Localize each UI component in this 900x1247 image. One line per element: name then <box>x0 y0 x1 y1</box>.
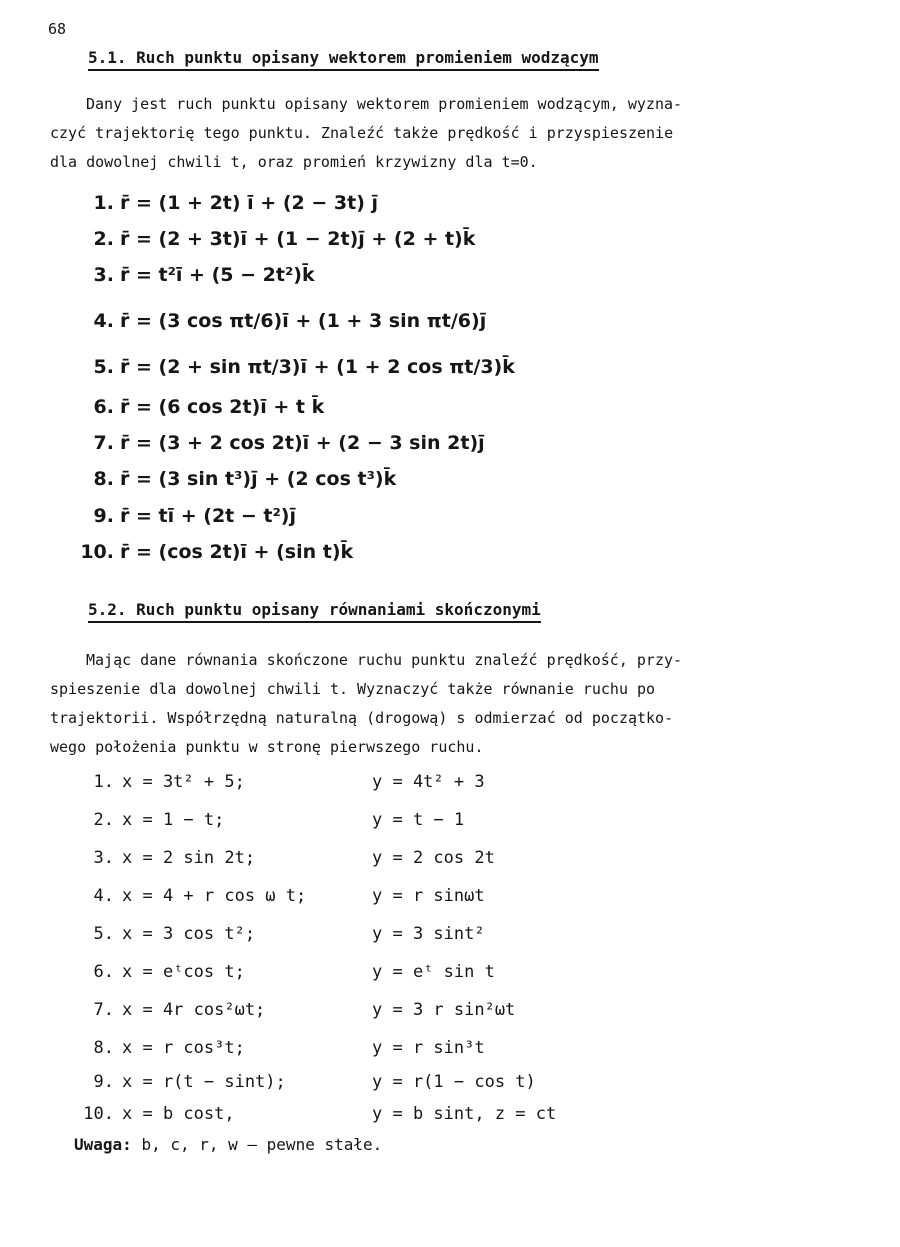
paragraph-line: Dany jest ruch punktu opisany wektorem promieniem wodzącym, wyzna- <box>86 95 683 113</box>
item-number: 7. <box>93 432 114 454</box>
formula: r̄ = (cos 2t)ī + (sin t)k̄ <box>120 541 354 563</box>
y-equation: y = r sin³t <box>372 1038 485 1058</box>
equation-pair-4 <box>70 886 485 906</box>
y-equation: y = 4t² + 3 <box>372 772 485 792</box>
item-number: 7. <box>93 1000 114 1020</box>
formula: r̄ = tī + (2t − t²)j̄ <box>120 505 297 527</box>
vector-formula-5 <box>74 356 515 378</box>
equation-pair-9 <box>70 1072 536 1092</box>
item-number: 1. <box>93 772 114 792</box>
vector-formula-3 <box>74 264 315 286</box>
vector-formula-7 <box>74 432 485 454</box>
paragraph-line: dla dowolnej chwili t, oraz promień krzywizny dla t=0. <box>50 153 538 171</box>
y-equation: y = t − 1 <box>372 810 465 830</box>
y-equation: y = 3 sint² <box>372 924 485 944</box>
x-equation: x = 4 + r cos ω t; <box>122 886 307 906</box>
item-number: 6. <box>93 396 114 418</box>
item-number: 5. <box>93 924 114 944</box>
formula: r̄ = (2 + 3t)ī + (1 − 2t)j̄ + (2 + t)k̄ <box>120 228 476 250</box>
vector-formula-2 <box>74 228 475 250</box>
x-equation: x = 4r cos²ωt; <box>122 1000 266 1020</box>
vector-formula-8 <box>74 468 396 490</box>
note <box>74 1135 382 1154</box>
equation-pair-8 <box>70 1038 485 1058</box>
item-number: 8. <box>93 468 114 490</box>
x-equation: x = 3 cos t²; <box>122 924 256 944</box>
y-equation: y = eᵗ sin t <box>372 962 495 982</box>
item-number: 5. <box>93 356 114 378</box>
item-number: 9. <box>93 505 114 527</box>
item-number: 1. <box>93 192 114 214</box>
formula: r̄ = (6 cos 2t)ī + t k̄ <box>120 396 325 418</box>
item-number: 9. <box>93 1072 114 1092</box>
equation-pair-6 <box>70 962 495 982</box>
equation-pair-7 <box>70 1000 516 1020</box>
formula: r̄ = t²ī + (5 − 2t²)k̄ <box>120 264 315 286</box>
section-5-1-paragraph <box>50 90 850 177</box>
y-equation: y = 2 cos 2t <box>372 848 495 868</box>
page-number: 68 <box>48 20 67 38</box>
equation-pair-1 <box>70 772 485 792</box>
equation-pair-2 <box>70 810 465 830</box>
section-5-1-title: 5.1. Ruch punktu opisany wektorem promieniem wodzącym <box>88 48 599 71</box>
y-equation: y = b sint, z = ct <box>372 1104 557 1124</box>
vector-formula-9 <box>74 505 296 527</box>
item-number: 2. <box>93 810 114 830</box>
x-equation: x = 2 sin 2t; <box>122 848 256 868</box>
item-number: 3. <box>93 848 114 868</box>
formula: r̄ = (2 + sin πt/3)ī + (1 + 2 cos πt/3)k̄ <box>120 356 515 378</box>
section-5-2-title: 5.2. Ruch punktu opisany równaniami skończonymi <box>88 600 541 623</box>
section-5-2-paragraph <box>50 646 850 762</box>
x-equation: x = b cost, <box>122 1104 235 1124</box>
item-number: 3. <box>93 264 114 286</box>
y-equation: y = 3 r sin²ωt <box>372 1000 516 1020</box>
item-number: 10. <box>80 541 114 563</box>
formula: r̄ = (3 sin t³)j̄ + (2 cos t³)k̄ <box>120 468 397 490</box>
paragraph-line: wego położenia punktu w stronę pierwszego ruchu. <box>50 738 484 756</box>
equation-pair-3 <box>70 848 495 868</box>
vector-formula-1 <box>74 192 378 214</box>
item-number: 6. <box>93 962 114 982</box>
formula: r̄ = (1 + 2t) ī + (2 − 3t) j̄ <box>120 192 379 214</box>
x-equation: x = 1 − t; <box>122 810 225 830</box>
item-number: 4. <box>93 310 114 332</box>
item-number: 8. <box>93 1038 114 1058</box>
equation-pair-10 <box>70 1104 557 1124</box>
formula: r̄ = (3 cos πt/6)ī + (1 + 3 sin πt/6)j̄ <box>120 310 487 332</box>
note-text: b, c, r, w – pewne stałe. <box>141 1135 383 1154</box>
y-equation: y = r sinωt <box>372 886 485 906</box>
x-equation: x = eᵗcos t; <box>122 962 245 982</box>
vector-formula-6 <box>74 396 324 418</box>
x-equation: x = r(t − sint); <box>122 1072 286 1092</box>
formula: r̄ = (3 + 2 cos 2t)ī + (2 − 3 sin 2t)j̄ <box>120 432 485 454</box>
equation-pair-5 <box>70 924 485 944</box>
item-number: 10. <box>83 1104 114 1124</box>
item-number: 4. <box>93 886 114 906</box>
paragraph-line: trajektorii. Współrzędną naturalną (drogową) s odmierzać od początko- <box>50 709 674 727</box>
paragraph-line: czyć trajektorię tego punktu. Znaleźć także prędkość i przyspieszenie <box>50 124 674 142</box>
x-equation: x = 3t² + 5; <box>122 772 245 792</box>
x-equation: x = r cos³t; <box>122 1038 245 1058</box>
paragraph-line: spieszenie dla dowolnej chwili t. Wyznaczyć także równanie ruchu po <box>50 680 656 698</box>
item-number: 2. <box>93 228 114 250</box>
vector-formula-4 <box>74 310 486 332</box>
paragraph-line: Mając dane równania skończone ruchu punktu znaleźć prędkość, przy- <box>86 651 683 669</box>
note-label: Uwaga: <box>74 1135 132 1154</box>
y-equation: y = r(1 − cos t) <box>372 1072 536 1092</box>
vector-formula-10 <box>74 541 353 563</box>
